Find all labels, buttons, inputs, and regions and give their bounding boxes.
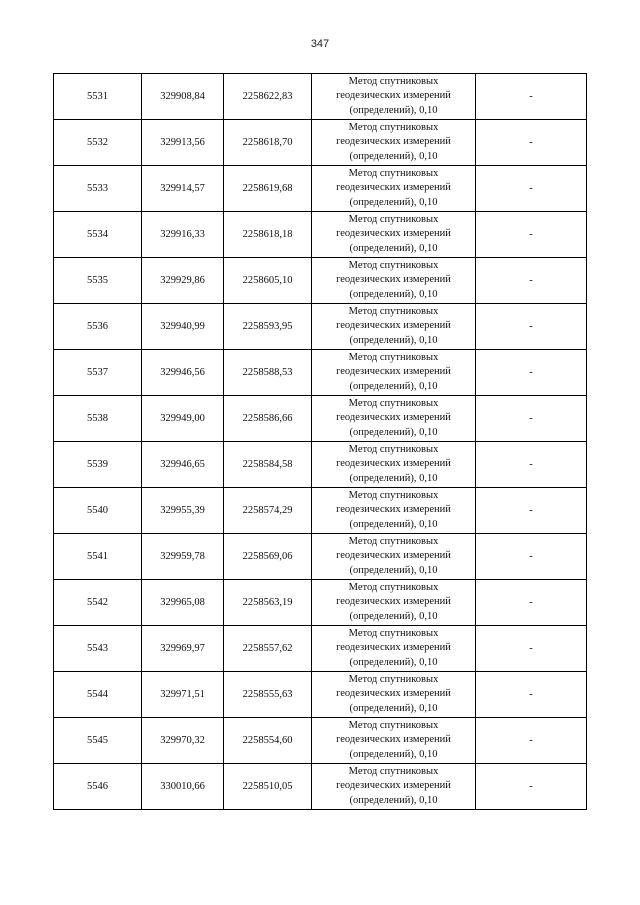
method-cell [312,764,476,810]
table-row [54,626,587,672]
method-line: (определений), 0,10 [349,656,438,668]
method-line: (определений), 0,10 [349,150,438,162]
method-line: Метод спутниковых [348,489,439,501]
method-line: Метод спутниковых [348,535,439,547]
y-coordinate-cell: 2258554,60 [224,718,312,764]
x-coordinate-cell: 329929,86 [142,258,224,304]
method-line: Метод спутниковых [348,627,439,639]
method-cell [312,672,476,718]
note-cell: - [476,74,587,120]
method-line: Метод спутниковых [348,75,439,87]
method-line: геодезических измерений [336,274,451,286]
method-line: геодезических измерений [336,596,451,608]
method-line: геодезических измерений [336,90,451,102]
point-number-cell: 5532 [54,120,142,166]
note-cell: - [476,258,587,304]
method-line: (определений), 0,10 [349,794,438,806]
y-coordinate-cell: 2258622,83 [224,74,312,120]
method-cell [312,534,476,580]
x-coordinate-cell: 329946,56 [142,350,224,396]
x-coordinate-cell: 329949,00 [142,396,224,442]
method-line: (определений), 0,10 [349,104,438,116]
point-number-cell: 5544 [54,672,142,718]
note-cell: - [476,534,587,580]
point-number-cell: 5541 [54,534,142,580]
point-number-cell: 5542 [54,580,142,626]
method-line: (определений), 0,10 [349,748,438,760]
point-number-cell: 5534 [54,212,142,258]
x-coordinate-cell: 329946,65 [142,442,224,488]
table-row [54,166,587,212]
table-row [54,120,587,166]
method-line: Метод спутниковых [348,443,439,455]
y-coordinate-cell: 2258618,18 [224,212,312,258]
method-line: геодезических измерений [336,642,451,654]
note-cell: - [476,212,587,258]
note-cell: - [476,442,587,488]
x-coordinate-cell: 329908,84 [142,74,224,120]
note-cell: - [476,304,587,350]
x-coordinate-cell: 329913,56 [142,120,224,166]
method-line: геодезических измерений [336,366,451,378]
x-coordinate-cell: 329916,33 [142,212,224,258]
method-cell [312,718,476,764]
method-line: геодезических измерений [336,136,451,148]
method-line: Метод спутниковых [348,581,439,593]
method-line: (определений), 0,10 [349,242,438,254]
method-cell [312,74,476,120]
table-row [54,534,587,580]
point-number-cell: 5535 [54,258,142,304]
method-line: (определений), 0,10 [349,288,438,300]
point-number-cell: 5545 [54,718,142,764]
method-line: геодезических измерений [336,504,451,516]
method-line: Метод спутниковых [348,213,439,225]
table-row [54,258,587,304]
x-coordinate-cell: 329969,97 [142,626,224,672]
method-cell [312,350,476,396]
method-line: (определений), 0,10 [349,334,438,346]
x-coordinate-cell: 329959,78 [142,534,224,580]
x-coordinate-cell: 329965,08 [142,580,224,626]
method-line: геодезических измерений [336,780,451,792]
method-line: (определений), 0,10 [349,380,438,392]
table-row [54,350,587,396]
method-cell [312,580,476,626]
y-coordinate-cell: 2258510,05 [224,764,312,810]
method-cell [312,212,476,258]
table-row [54,718,587,764]
method-line: (определений), 0,10 [349,196,438,208]
method-cell [312,120,476,166]
point-number-cell: 5546 [54,764,142,810]
method-cell [312,626,476,672]
note-cell: - [476,672,587,718]
note-cell: - [476,488,587,534]
method-line: геодезических измерений [336,734,451,746]
method-cell [312,166,476,212]
y-coordinate-cell: 2258569,06 [224,534,312,580]
method-line: (определений), 0,10 [349,610,438,622]
table-row [54,212,587,258]
note-cell: - [476,626,587,672]
method-line: геодезических измерений [336,228,451,240]
y-coordinate-cell: 2258563,19 [224,580,312,626]
y-coordinate-cell: 2258574,29 [224,488,312,534]
note-cell: - [476,580,587,626]
point-number-cell: 5539 [54,442,142,488]
y-coordinate-cell: 2258593,95 [224,304,312,350]
page-number: 347 [310,38,330,50]
method-line: Метод спутниковых [348,397,439,409]
method-line: Метод спутниковых [348,673,439,685]
method-cell [312,488,476,534]
x-coordinate-cell: 329955,39 [142,488,224,534]
method-line: (определений), 0,10 [349,472,438,484]
x-coordinate-cell: 329971,51 [142,672,224,718]
point-number-cell: 5538 [54,396,142,442]
y-coordinate-cell: 2258584,58 [224,442,312,488]
method-line: (определений), 0,10 [349,518,438,530]
y-coordinate-cell: 2258555,63 [224,672,312,718]
y-coordinate-cell: 2258557,62 [224,626,312,672]
method-line: Метод спутниковых [348,305,439,317]
method-line: геодезических измерений [336,458,451,470]
note-cell: - [476,166,587,212]
table-row [54,304,587,350]
method-line: геодезических измерений [336,320,451,332]
method-cell [312,258,476,304]
method-line: Метод спутниковых [348,259,439,271]
method-line: Метод спутниковых [348,351,439,363]
table-row [54,580,587,626]
note-cell: - [476,120,587,166]
note-cell: - [476,396,587,442]
y-coordinate-cell: 2258618,70 [224,120,312,166]
x-coordinate-cell: 329970,32 [142,718,224,764]
table-row [54,396,587,442]
method-line: геодезических измерений [336,688,451,700]
y-coordinate-cell: 2258605,10 [224,258,312,304]
method-line: геодезических измерений [336,182,451,194]
coordinates-table-body [54,74,587,810]
table-row [54,488,587,534]
method-cell [312,396,476,442]
point-number-cell: 5537 [54,350,142,396]
method-line: (определений), 0,10 [349,702,438,714]
method-line: Метод спутниковых [348,719,439,731]
point-number-cell: 5533 [54,166,142,212]
point-number-cell: 5543 [54,626,142,672]
y-coordinate-cell: 2258588,53 [224,350,312,396]
point-number-cell: 5540 [54,488,142,534]
y-coordinate-cell: 2258586,66 [224,396,312,442]
method-line: (определений), 0,10 [349,564,438,576]
method-line: геодезических измерений [336,412,451,424]
y-coordinate-cell: 2258619,68 [224,166,312,212]
method-line: геодезических измерений [336,550,451,562]
method-line: (определений), 0,10 [349,426,438,438]
table-row [54,764,587,810]
note-cell: - [476,350,587,396]
x-coordinate-cell: 329914,57 [142,166,224,212]
table-row [54,672,587,718]
note-cell: - [476,764,587,810]
method-cell [312,304,476,350]
coordinates-table [53,73,587,810]
method-line: Метод спутниковых [348,167,439,179]
note-cell: - [476,718,587,764]
point-number-cell: 5536 [54,304,142,350]
table-row [54,442,587,488]
method-line: Метод спутниковых [348,121,439,133]
method-cell [312,442,476,488]
table-row [54,74,587,120]
x-coordinate-cell: 329940,99 [142,304,224,350]
method-line: Метод спутниковых [348,765,439,777]
point-number-cell: 5531 [54,74,142,120]
x-coordinate-cell: 330010,66 [142,764,224,810]
